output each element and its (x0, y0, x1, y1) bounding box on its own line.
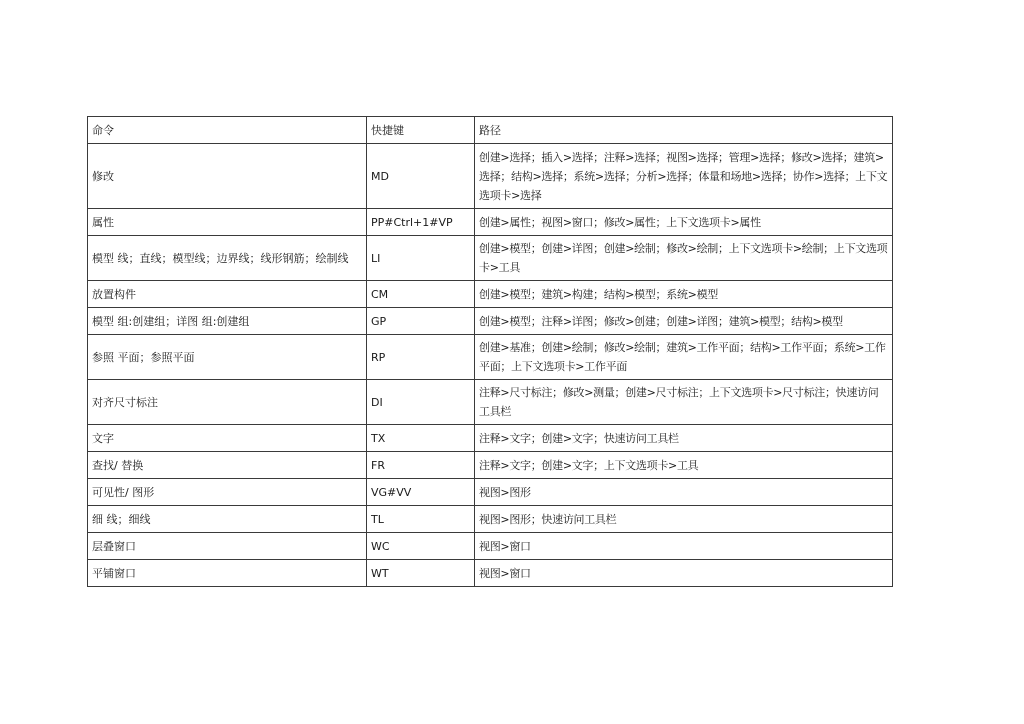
table-header-row (88, 117, 893, 144)
shortcut-cell: RP (367, 335, 475, 380)
shortcut-cell: FR (367, 452, 475, 479)
shortcut-cell: MD (367, 144, 475, 209)
path-cell: 注释>文字；创建>文字；上下文选项卡>工具 (475, 452, 893, 479)
header-path: 路径 (475, 117, 893, 144)
path-cell: 注释>尺寸标注；修改>测量；创建>尺寸标注；上下文选项卡>尺寸标注；快速访问工具栏 (475, 380, 893, 425)
table-row (88, 209, 893, 236)
table-row (88, 380, 893, 425)
shortcut-cell: WT (367, 560, 475, 587)
shortcut-cell: TL (367, 506, 475, 533)
table-row (88, 335, 893, 380)
shortcut-cell: CM (367, 281, 475, 308)
shortcut-cell: DI (367, 380, 475, 425)
command-cell: 模型 组:创建组；详图 组:创建组 (88, 308, 367, 335)
command-cell: 放置构件 (88, 281, 367, 308)
table-row (88, 281, 893, 308)
table-row (88, 533, 893, 560)
path-cell: 创建>模型；注释>详图；修改>创建；创建>详图；建筑>模型；结构>模型 (475, 308, 893, 335)
command-cell: 平铺窗口 (88, 560, 367, 587)
path-cell: 视图>窗口 (475, 560, 893, 587)
shortcut-cell: WC (367, 533, 475, 560)
table-row (88, 236, 893, 281)
shortcut-cell: PP#Ctrl+1#VP (367, 209, 475, 236)
table-row (88, 506, 893, 533)
path-cell: 创建>选择；插入>选择；注释>选择；视图>选择；管理>选择；修改>选择；建筑>选择；结构>选择；系统>选择；分析>选择；体量和场地>选择；协作>选择；上下文选项卡>选择 (475, 144, 893, 209)
path-cell: 创建>属性；视图>窗口；修改>属性；上下文选项卡>属性 (475, 209, 893, 236)
command-cell: 修改 (88, 144, 367, 209)
table-row (88, 479, 893, 506)
command-cell: 对齐尺寸标注 (88, 380, 367, 425)
table-row (88, 452, 893, 479)
shortcut-cell: LI (367, 236, 475, 281)
shortcut-table (87, 116, 893, 587)
command-cell: 文字 (88, 425, 367, 452)
command-cell: 可见性/ 图形 (88, 479, 367, 506)
path-cell: 视图>窗口 (475, 533, 893, 560)
path-cell: 创建>基准；创建>绘制；修改>绘制；建筑>工作平面；结构>工作平面；系统>工作平面；上下文选项卡>工作平面 (475, 335, 893, 380)
command-cell: 细 线；细线 (88, 506, 367, 533)
table-row (88, 308, 893, 335)
path-cell: 创建>模型；创建>详图；创建>绘制；修改>绘制；上下文选项卡>绘制；上下文选项卡>工具 (475, 236, 893, 281)
table-row (88, 144, 893, 209)
table-row (88, 560, 893, 587)
shortcut-cell: TX (367, 425, 475, 452)
header-shortcut: 快捷键 (367, 117, 475, 144)
command-cell: 模型 线；直线；模型线；边界线；线形钢筋；绘制线 (88, 236, 367, 281)
header-command: 命令 (88, 117, 367, 144)
path-cell: 视图>图形 (475, 479, 893, 506)
table-row (88, 425, 893, 452)
shortcut-cell: VG#VV (367, 479, 475, 506)
command-cell: 参照 平面；参照平面 (88, 335, 367, 380)
command-cell: 层叠窗口 (88, 533, 367, 560)
path-cell: 视图>图形；快速访问工具栏 (475, 506, 893, 533)
command-cell: 查找/ 替换 (88, 452, 367, 479)
shortcut-cell: GP (367, 308, 475, 335)
command-cell: 属性 (88, 209, 367, 236)
path-cell: 注释>文字；创建>文字；快速访问工具栏 (475, 425, 893, 452)
path-cell: 创建>模型；建筑>构建；结构>模型；系统>模型 (475, 281, 893, 308)
